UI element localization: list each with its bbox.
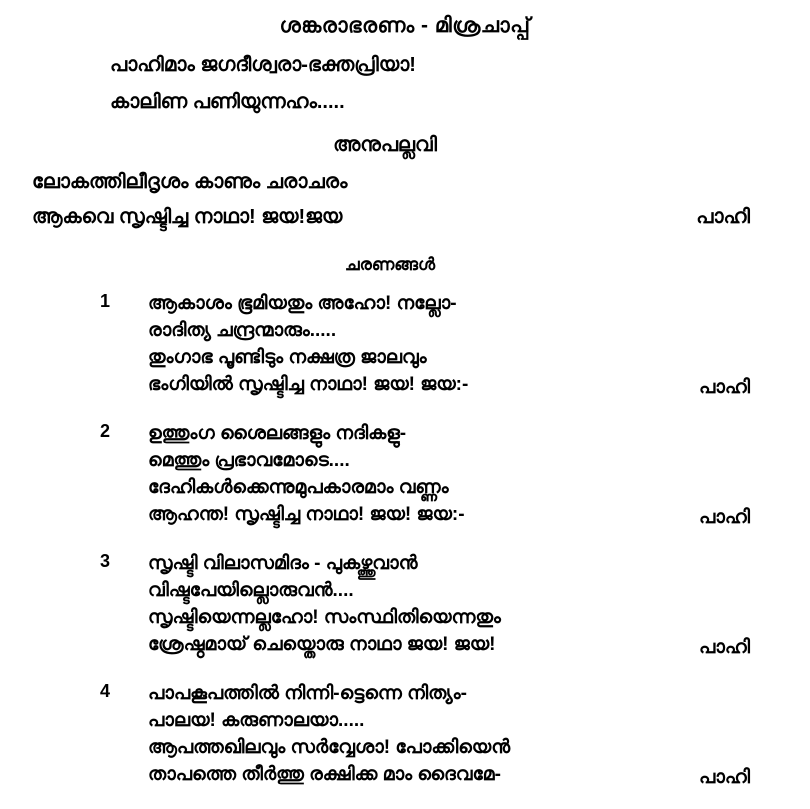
stanza-4-line-1: പാപകൂപത്തിൽ നിന്നി-ട്ടെന്നെ നിത്യം- [148,682,467,704]
pallavi-line-2: കാലിണ പണിയുന്നഹം..... [110,91,345,113]
stanza-1-line-3: തുംഗാഭ പൂണ്ടിടും നക്ഷത്ര ജാലവും [148,346,427,368]
stanza-3-line-4: ശ്രേഷ്ഠമായ് ചെയ്തൊരു നാഥാ ജയ! ജയ! [148,633,496,655]
stanza-4-line-2: പാലയ! കരുണാലയാ..... [148,709,365,731]
stanza-1-line-2: രാദിത്യ ചന്ദ്രന്മാരും..... [148,319,337,341]
stanza-2-line-1: ഉത്തുംഗ ശൈലങ്ങളും നദികളു- [148,422,407,444]
anupallavi-line-1 [0,171,810,194]
stanza-2-number: 2 [100,420,111,441]
stanza-3 [0,551,810,659]
stanza-2-line-4: ആഹന്ത! സൃഷ്ടിച്ച നാഥാ! ജയ! ജയ:- [148,503,465,525]
charanangal-heading: ചരണങ്ങൾ [344,255,436,274]
stanza-4-line-3: ആപത്തഖിലവും സർവ്വേശാ! പോക്കിയെൻ [148,736,511,758]
stanza-4-refrain: പാഹി [698,766,750,788]
anupallavi-heading: അനുപല്ലവി [333,134,437,156]
stanza-1-refrain: പാഹി [698,376,750,398]
anupallavi-line-2 [0,206,810,229]
stanza-3-line-1: സൃഷ്ടി വിലാസമിദം - പുകഴ്ത്തുവാൻ [148,552,418,574]
stanza-4-line-4: താപത്തെ തീർത്തു രക്ഷിക്ക മാം ദൈവമേ- [148,763,501,785]
stanza-1-number: 1 [100,291,111,311]
stanza-1-line-1: ആകാശം ഭൂമിയതും അഹോ! നല്ലോ- [148,293,457,314]
stanza-3-line-2: വിഷ്ടപേയില്ലൊരുവൻ.... [148,579,354,601]
stanza-3-number: 3 [100,550,111,571]
stanza-2-line-3: ദേഹികൾക്കെന്നുമുപകാരമാം വണ്ണം [148,476,449,498]
anupallavi-block [0,171,810,229]
stanza-2-refrain: പാഹി [698,506,750,528]
anupallavi-line-2-text: ആകവെ സൃഷ്ടിച്ച നാഥാ! ജയ!ജയ [32,206,343,228]
stanza-2-line-2: മെത്തും പ്രഭാവമോടെ.... [148,449,350,471]
stanza-3-refrain: പാഹി [698,636,750,658]
stanza-4 [0,681,810,789]
anupallavi-line-2-refrain: പാഹി [696,206,750,228]
anupallavi-line-1-text: ലോകത്തിലീദൃശം കാണും ചരാചരം [32,171,348,193]
pallavi-line-1: പാഹിമാം ജഗദീശ്വരാ-ഭക്തപ്രിയാ! [110,54,416,76]
page-title: ശങ്കരാഭരണം - മിശ്രചാപ്പ് [279,14,531,37]
stanza-1-line-4: ഭംഗിയിൽ സൃഷ്ടിച്ച നാഥാ! ജയ! ജയ:- [148,373,469,395]
stanza-1 [0,291,810,399]
stanza-3-line-3: സൃഷ്ടിയെന്നല്ലഹോ! സംസ്ഥിതിയെന്നതും [148,606,501,628]
stanza-2 [0,421,810,529]
stanza-4-number: 4 [100,680,111,701]
